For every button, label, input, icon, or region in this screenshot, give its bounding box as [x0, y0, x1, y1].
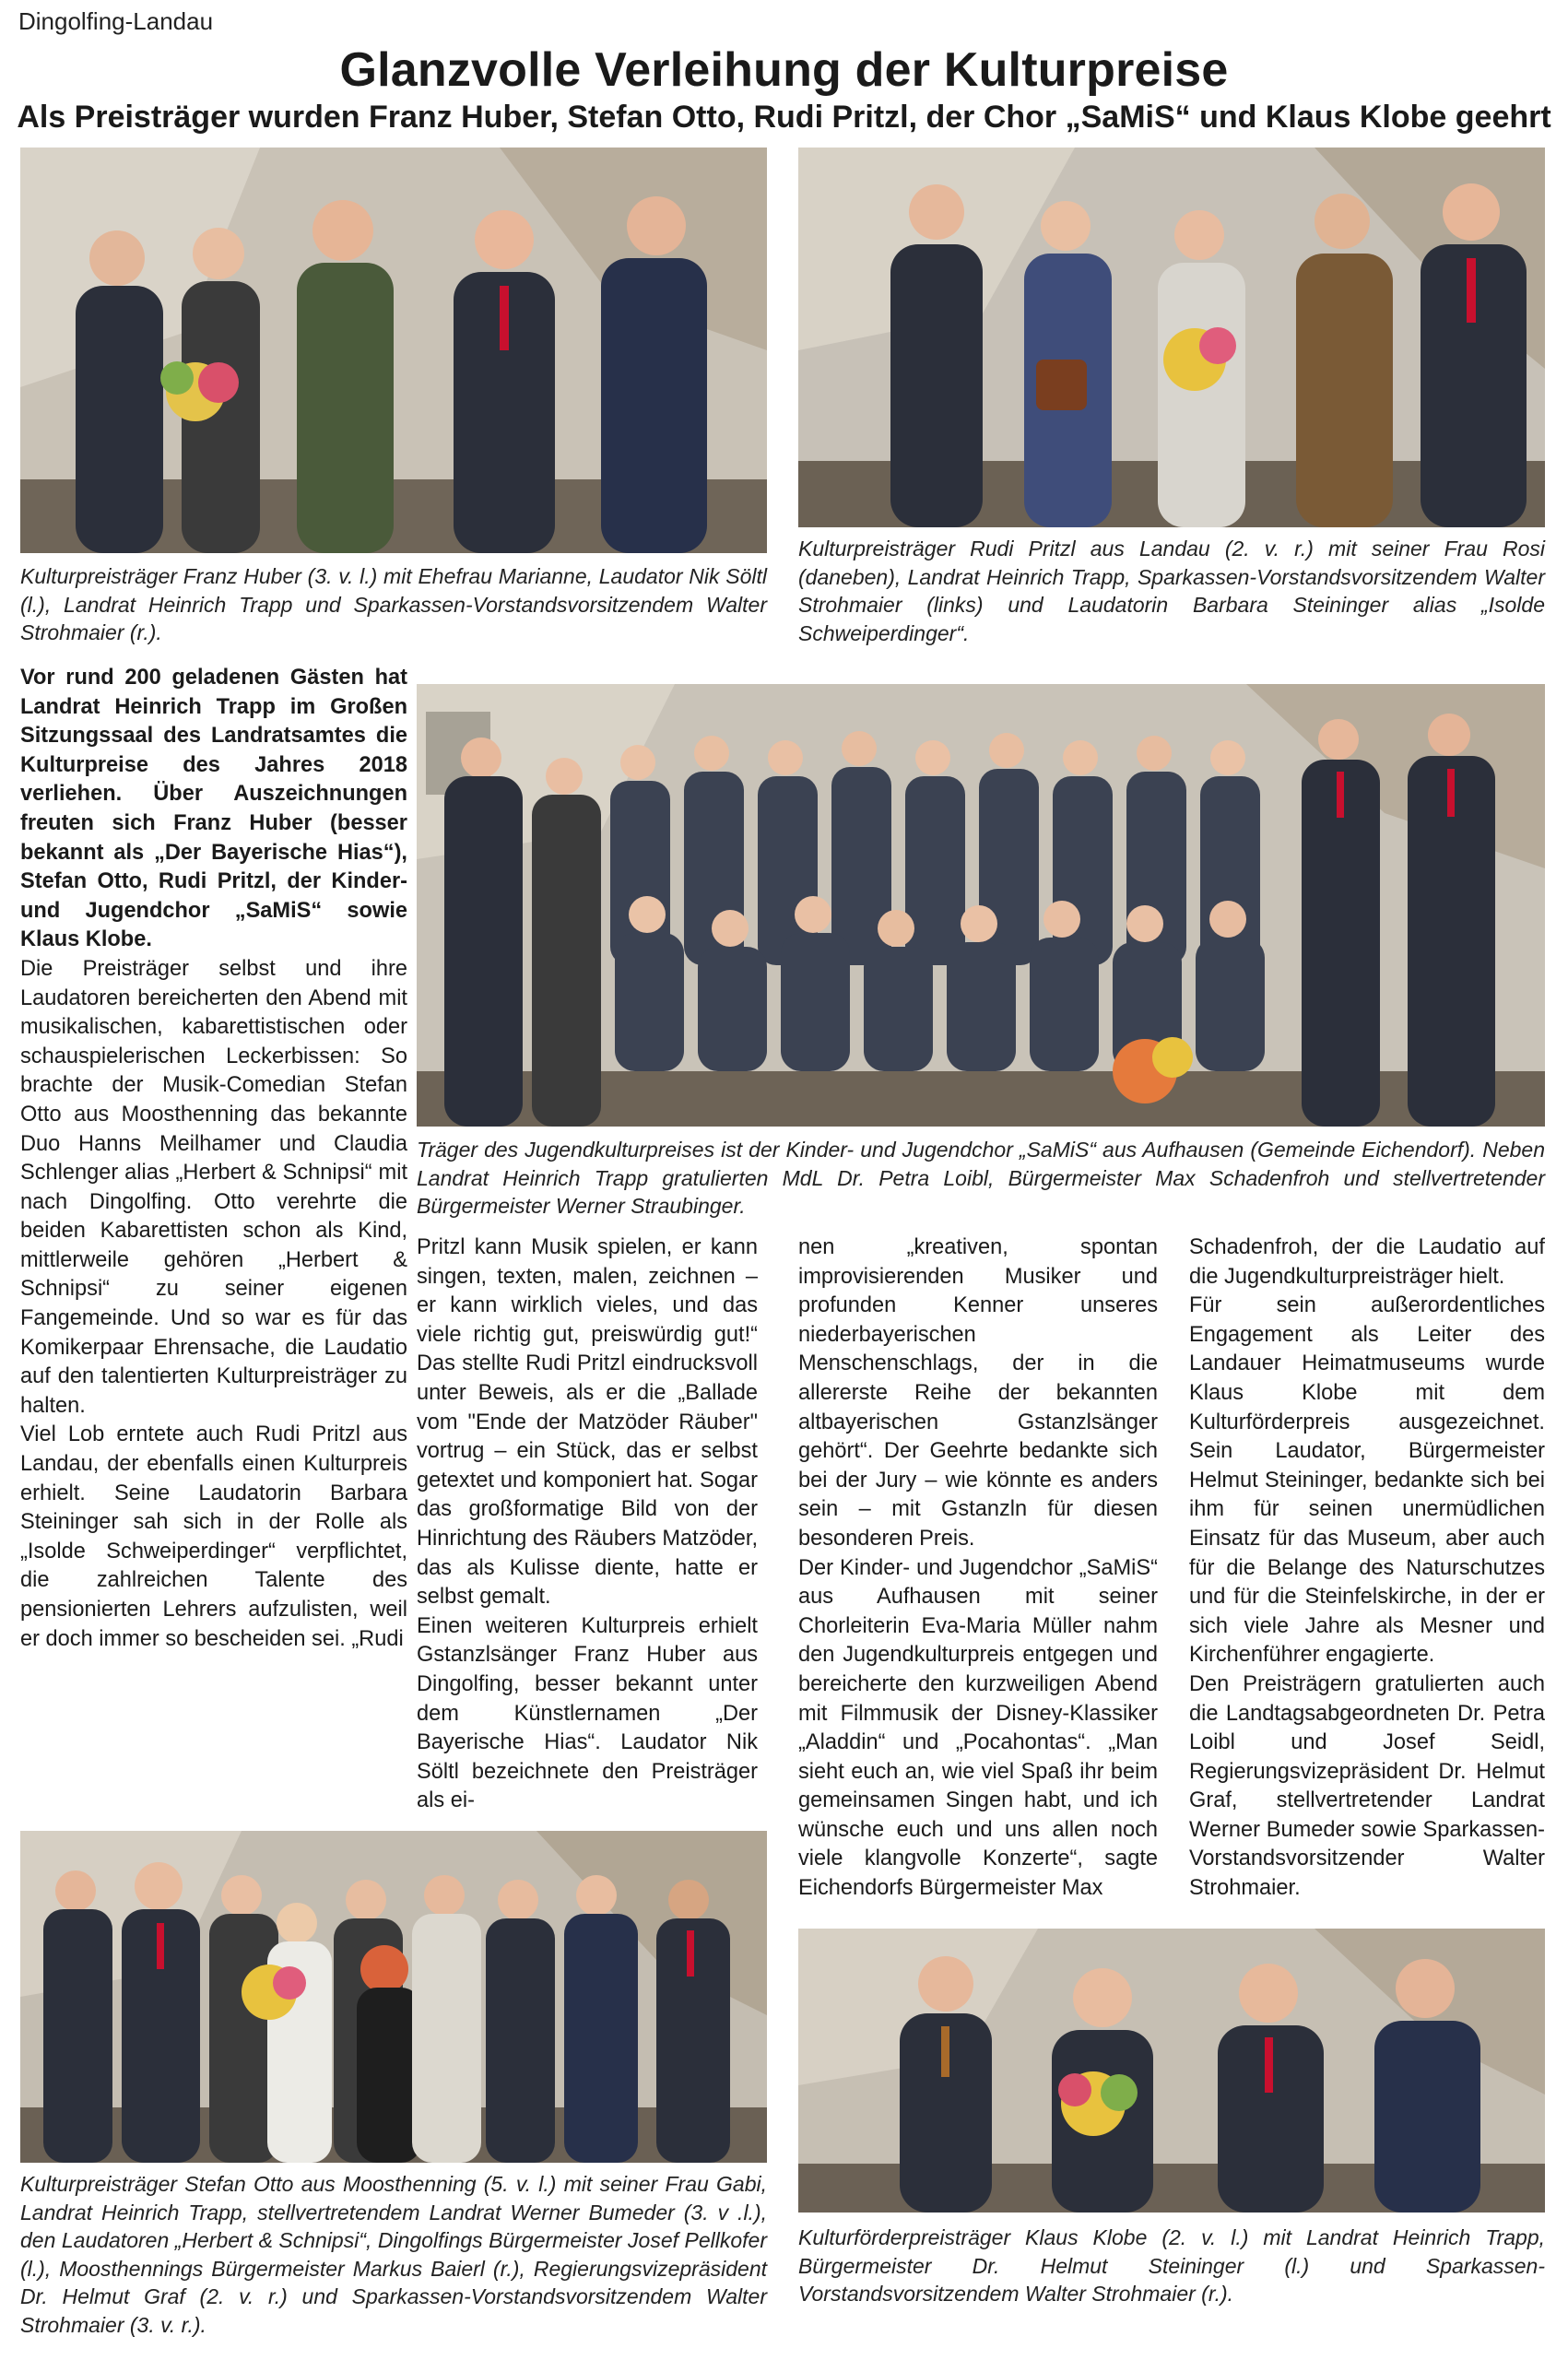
article-column-1 [20, 664, 407, 1654]
photo4-caption: Kulturpreisträger Stefan Otto aus Moosthenning (5. v. l.) mit seiner Frau Gabi, Landrat Heinrich Trapp, stellvertretendem Landrat Werner Bumeder (3. v .l.), den Laudatoren „Herbert & Schnipsi“, Dingolfings Bürgermeister Josef Pellkofer (l.), Moosthennings Bürgermeister Markus Baierl (r.), Regierungsvizepräsident Dr. Helmut Graf (2. v. r.) und Sparkassen-Vorstandsvorsitzendem Walter Strohmaier (3. v. r.). [20, 2172, 767, 2337]
article-col3-paragraph-1: nen „kreativen, spontan improvisierenden Musiker und profunden Kenner unseres niederbayerischen Menschenschlags, der in die allererste Reihe der bekannten altbayerischen Gstanzlsänger gehört“. Der Geehrte bedankte sich bei der Jury – wie könnte es anders sein – mit Gstanzln für diesen besonderen Preis. [798, 1235, 1158, 1551]
photo1-caption: Kulturpreisträger Franz Huber (3. v. l.) mit Ehefrau Marianne, Laudator Nik Söltl (l.), Landrat Heinrich Trapp und Sparkassen-Vorstandsvorsitzendem Walter Strohmaier (r.). [20, 564, 767, 644]
photo-klaus-klobe [798, 1929, 1545, 2212]
subheadline: Als Preisträger wurden Franz Huber, Stefan Otto, Rudi Pritzl, der Chor „SaMiS“ und Klaus Klobe geehrt [17, 100, 1551, 135]
photo-klaus-klobe-image [798, 1929, 1545, 2212]
region-label: Dingolfing-Landau [18, 7, 214, 35]
article-column-3 [798, 1233, 1158, 1904]
photo5-caption: Kulturförderpreisträger Klaus Klobe (2. v. l.) mit Landrat Heinrich Trapp, Bürgermeister Dr. Helmut Steininger (l.) und Sparkassen-Vorstandsvorsitzendem Walter Strohmaier (r.). [798, 2225, 1545, 2306]
article-column-4 [1189, 1233, 1545, 1904]
article-col1-paragraph-2: Viel Lob erntete auch Rudi Pritzl aus Landau, der ebenfalls einen Kulturpreis erhielt. Seine Laudatorin Barbara Steininger sah sich in der Rolle als „Isolde Schweiperdinger“ verpflichtet, die zahlreichen Talente des pensionierten Lehrers aufzulisten, weil er doch immer so bescheiden sei. „Rudi [20, 1422, 407, 1651]
photo-stefan-otto-image [20, 1831, 767, 2163]
photo2-caption: Kulturpreisträger Rudi Pritzl aus Landau (2. v. r.) mit seiner Frau Rosi (daneben), Landrat Heinrich Trapp, Sparkassen-Vorstandsvorsitzendem Walter Strohmaier (links) und Laudatorin Barbara Steininger alias „Isolde Schweiperdinger“. [798, 537, 1545, 645]
photo-rudi-pritzl [798, 148, 1545, 527]
photo-franz-huber-image [20, 148, 767, 553]
article-col4-paragraph-1: Schadenfroh, der die Laudatio auf die Jugendkulturpreisträger hielt. [1189, 1235, 1545, 1289]
article-col2-paragraph-1: Pritzl kann Musik spielen, er kann singen, texten, malen, zeichnen – er kann wirklich vieles, und das viele richtig gut, preiswürdig gut!“ Das stellte Rudi Pritzl eindrucksvoll unter Beweis, als er die „Ballade vom "Ende der Matzöder Räuber" vortrug – ein Stück, das er selbst getextet und komponiert hat. Sogar das großformatige Bild von der Hinrichtung des Räubers Matzöder, das als Kulisse diente, hatte er selbst gemalt. [417, 1235, 758, 1610]
photo-franz-huber [20, 148, 767, 553]
article-lead: Vor rund 200 geladenen Gästen hat Landrat Heinrich Trapp im Großen Sitzungssaal des Landratsamtes die Kulturpreise des Jahres 2018 verliehen. Über Auszeichnungen freuten sich Franz Huber (besser bekannt als „Der Bayerische Hias“), Stefan Otto, Rudi Pritzl, der Kinder- und Jugendchor „SaMiS“ sowie Klaus Klobe. [20, 666, 407, 952]
photo-rudi-pritzl-image [798, 148, 1545, 527]
article-col1-paragraph-1: Die Preisträger selbst und ihre Laudatoren bereicherten den Abend mit musikalischen, kabarettistischen oder schauspielerischen Leckerbissen: So brachte der Musik-Comedian Stefan Otto aus Moosthenning das bekannte Duo Hanns Meilhamer und Claudia Schlenger alias „Herbert & Schnipsi“ mit nach Dingolfing. Otto verehrte die beiden Kabarettisten schon als Kind, mittlerweile gehören „Herbert & Schnipsi“ zu seiner eigenen Fangemeinde. Und so war es für das Komikerpaar Ehrensache, die Laudatio auf den talentierten Kulturpreisträger zu halten. [20, 956, 407, 1418]
article-col3-paragraph-2: Der Kinder- und Jugendchor „SaMiS“ aus Aufhausen mit seiner Chorleiterin Eva-Maria Müller nahm den Jugendkulturpreis entgegen und bereicherte den kurzweiligen Abend mit Filmmusik der Disney-Klassiker „Aladdin“ und „Pocahontas“. „Man sieht euch an, wie viel Spaß ihr beim gemeinsamen Singen habt, und ich wünsche euch und uns allen noch viele klangvolle Konzerte“, sagte Eichendorfs Bürgermeister Max [798, 1555, 1158, 1901]
headline: Glanzvolle Verleihung der Kulturpreise [339, 43, 1229, 97]
article-col2-paragraph-2: Einen weiteren Kulturpreis erhielt Gstanzlsänger Franz Huber aus Dingolfing, besser bekannt unter dem Künstlernamen „Der Bayerische Hias“. Laudator Nik Söltl bezeichnete den Preisträger als ei- [417, 1613, 758, 1813]
photo-stefan-otto [20, 1831, 767, 2163]
photo-samis-choir-image [417, 684, 1545, 1127]
photo3-caption: Träger des Jugendkulturpreises ist der Kinder- und Jugendchor „SaMiS“ aus Aufhausen (Gemeinde Eichendorf). Neben Landrat Heinrich Trapp gratulierten MdL Dr. Petra Loibl, Bürgermeister Max Schadenfroh und stellvertretender Bürgermeister Werner Straubinger. [417, 1138, 1545, 1218]
article-col4-paragraph-2: Für sein außerordentliches Engagement als Leiter des Landauer Heimatmuseums wurde Klaus Klobe mit dem Kulturförderpreis ausgezeichnet. Sein Laudator, Bürgermeister Helmut Steininger, bedankte sich bei ihm für seinen unermüdlichen Einsatz für das Museum, aber auch für die Belange des Naturschutzes und für die Steinfelskirche, in der er sich viele Jahre als Mesner und Kirchenführer engagierte. [1189, 1293, 1545, 1668]
photo-samis-choir [417, 684, 1545, 1127]
article-col4-paragraph-3: Den Preisträgern gratulierten auch die Landtagsabgeordneten Dr. Petra Loibl und Josef Seidl, Regierungsvizepräsident Dr. Helmut Graf, stellvertretender Landrat Werner Bumeder sowie Sparkassen-Vorstandsvorsitzender Walter Strohmaier. [1189, 1671, 1545, 1901]
article-column-2 [417, 1233, 758, 1816]
